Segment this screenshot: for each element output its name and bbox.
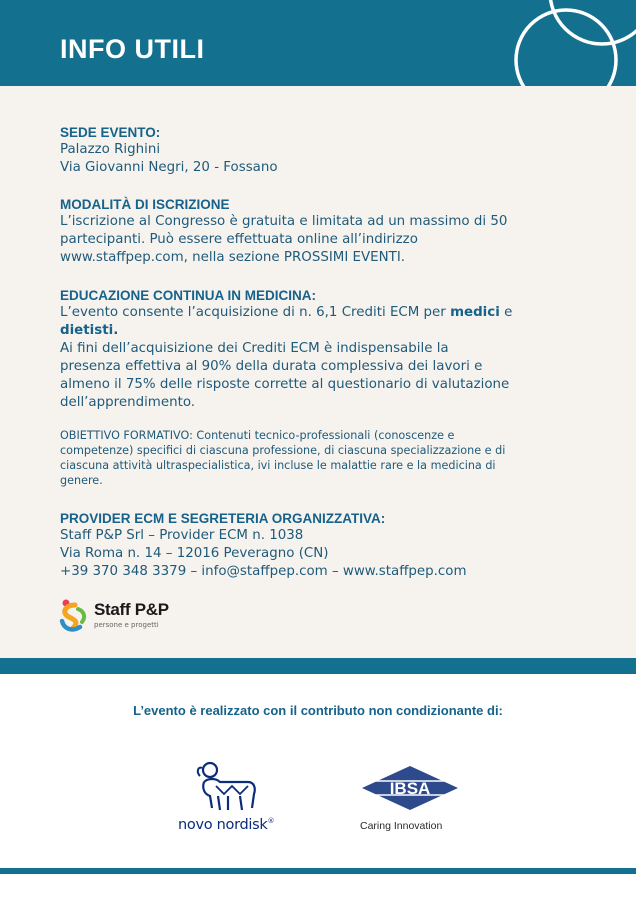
ibsa-logo: [358, 764, 462, 836]
divider-band: [0, 658, 636, 674]
staff-pp-tagline: persone e progetti: [94, 621, 159, 629]
section-obiettivo: [60, 428, 530, 488]
section-modalita: [60, 196, 560, 267]
ecm-line-5: almeno il 75% delle risposte corrette al questionario di valutazione: [60, 377, 510, 392]
page-title: INFO UTILI: [60, 34, 205, 64]
novo-nordisk-wordmark: [178, 817, 274, 833]
sede-line-1: Palazzo Righini: [60, 142, 161, 157]
modalita-line-3: www.staffpep.com, nella sezione PROSSIMI EVENTI.: [60, 250, 406, 265]
modalita-line-2: partecipanti. Può essere effettuata online all’indirizzo: [60, 232, 418, 247]
sede-heading: SEDE EVENTO:: [60, 125, 161, 140]
ecm-dietisti: dietisti.: [60, 323, 119, 338]
staff-pp-name: Staff P&P: [94, 600, 169, 619]
ibsa-diamond-icon: [358, 764, 462, 814]
modalita-heading: MODALITÀ DI ISCRIZIONE: [60, 197, 230, 212]
provider-line-3: +39 370 348 3379 – info@staffpep.com – www.staffpep.com: [60, 564, 467, 579]
ecm-line-2: [60, 322, 560, 340]
ecm-line-1: [60, 304, 560, 322]
ibsa-tagline: Caring Innovation: [360, 820, 443, 832]
ecm-heading: EDUCAZIONE CONTINUA IN MEDICINA:: [60, 288, 316, 303]
ecm-medici: medici: [450, 305, 500, 320]
footer-band: [0, 868, 636, 874]
staff-pp-logo: [58, 598, 169, 638]
ecm-line-1-text: L’evento consente l’acquisizione di n. 6,1 Crediti ECM per: [60, 305, 451, 320]
registered-mark: ®: [267, 817, 275, 826]
novo-nordisk-logo: [176, 760, 286, 836]
apis-bull-icon: [194, 760, 274, 818]
ibsa-name: IBSA: [389, 779, 431, 798]
provider-line-2: Via Roma n. 14 – 12016 Peveragno (CN): [60, 546, 329, 561]
provider-heading: PROVIDER ECM E SEGRETERIA ORGANIZZATIVA:: [60, 511, 386, 526]
header-banner: [0, 0, 636, 86]
sede-line-2: Via Giovanni Negri, 20 - Fossano: [60, 160, 278, 175]
circle-decoration-icon: [0, 0, 636, 86]
obiettivo-line-2: competenze) specifici di ciascuna professione, di ciascuna specializzazione e di: [60, 444, 506, 457]
ecm-line-4: presenza effettiva al 90% della durata complessiva dei lavori e: [60, 359, 483, 374]
section-sede: [60, 124, 560, 177]
obiettivo-line-3: ciascuna attività ultraspecialistica, ivi incluse le malattie rare e la medicina di: [60, 459, 496, 472]
staff-pp-logo-icon: [58, 598, 94, 634]
section-provider: [60, 510, 560, 581]
ecm-line-3: Ai fini dell’acquisizione dei Crediti ECM è indispensabile la: [60, 341, 449, 356]
section-ecm: [60, 287, 560, 412]
obiettivo-line-4: genere.: [60, 474, 103, 487]
ecm-line-6: dell’apprendimento.: [60, 395, 196, 410]
obiettivo-line-1: OBIETTIVO FORMATIVO: Contenuti tecnico-professionali (conoscenze e: [60, 429, 455, 442]
ecm-line-1-end: e: [499, 305, 513, 320]
novo-nordisk-name: novo nordisk: [178, 817, 268, 833]
provider-line-1: Staff P&P Srl – Provider ECM n. 1038: [60, 528, 304, 543]
sponsor-statement: L’evento è realizzato con il contributo non condizionante di:: [133, 703, 503, 718]
modalita-line-1: L’iscrizione al Congresso è gratuita e limitata ad un massimo di 50: [60, 214, 508, 229]
